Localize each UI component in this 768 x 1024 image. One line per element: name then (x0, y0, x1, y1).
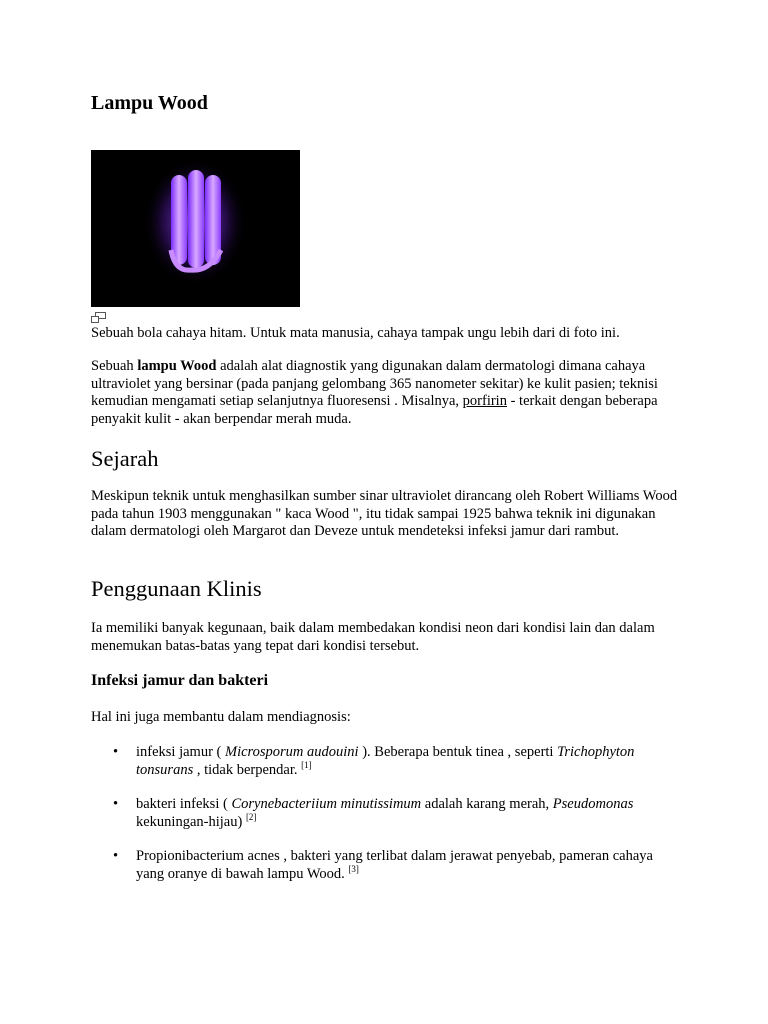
list-item (91, 744, 681, 779)
intro-text-middle: adalah alat diagnostik yang digunakan dalam dermatologi dimana cahaya ultraviolet yang bersinar (pada panjang gelombang 365 nanometer sekitar) ke kulit pasien; teknisi kemudian mengamati setiap selanjutnya fluoresensi . Misalnya, (91, 358, 658, 409)
bullet: • (113, 796, 119, 812)
item-text: Propionibacterium acnes , bakteri yang terlibat dalam jerawat penyebab, pameran cahaya yang oranye di bawah lampu Wood. (136, 848, 653, 882)
sejarah-paragraph: Meskipun teknik untuk menghasilkan sumber sinar ultraviolet dirancang oleh Robert Williams Wood pada tahun 1903 menggunakan " kaca Wood ", itu tidak sampai 1925 bahwa teknik ini digunakan dalam dermatologi oleh Margarot dan Deveze untuk mendeteksi infeksi jamur dari rambut. (91, 488, 678, 539)
list-item (91, 848, 681, 883)
citation-link[interactable]: [2] (245, 811, 257, 822)
page-title: Lampu Wood (91, 92, 208, 114)
citation-link[interactable]: [3] (348, 863, 359, 874)
enlarge-icon[interactable] (91, 311, 106, 323)
image-caption: Sebuah bola cahaya hitam. Untuk mata manusia, cahaya tampak ungu lebih dari di foto ini. (91, 325, 620, 341)
species-name: Microsporum audouini (225, 744, 359, 760)
list-item (91, 796, 681, 831)
item-text: ). Beberapa bentuk tinea , seperti (358, 744, 558, 760)
intro-term: lampu Wood (137, 358, 217, 374)
item-text: , tidak berpendar. (193, 761, 302, 778)
citation-link[interactable]: [1] (301, 759, 312, 770)
species-name: Corynebacteriium minutissimum (231, 796, 422, 812)
item-text: bakteri infeksi ( (136, 796, 232, 812)
section-heading-sejarah: Sejarah (91, 446, 159, 471)
species-name: Trichophyton tonsurans (136, 744, 635, 778)
bullet: • (113, 744, 119, 760)
bullet: • (113, 848, 119, 864)
item-text: infeksi jamur ( (136, 744, 225, 760)
intro-text-start: Sebuah (91, 358, 138, 374)
subheading-infeksi: Infeksi jamur dan bakteri (91, 672, 269, 689)
intro-text-end: - terkait dengan beberapa penyakit kulit - akan berpendar merah muda. (91, 393, 658, 427)
porfirin-link[interactable]: porfirin (462, 393, 507, 409)
bulb-illustration (91, 150, 300, 307)
species-name: Pseudomonas (552, 796, 634, 812)
intro-paragraph (91, 358, 691, 428)
item-text: kekuningan-hijau) (136, 813, 246, 830)
section-heading-penggunaan-klinis: Penggunaan Klinis (91, 576, 262, 601)
klinis-paragraph: Ia memiliki banyak kegunaan, baik dalam membedakan kondisi neon dari kondisi lain dan dalam menemukan batas-batas yang tepat dari kondisi tersebut. (91, 620, 655, 654)
blacklight-bulb-image[interactable] (91, 150, 300, 307)
item-text: adalah karang merah, (421, 796, 553, 812)
infeksi-intro: Hal ini juga membantu dalam mendiagnosis: (91, 709, 351, 725)
